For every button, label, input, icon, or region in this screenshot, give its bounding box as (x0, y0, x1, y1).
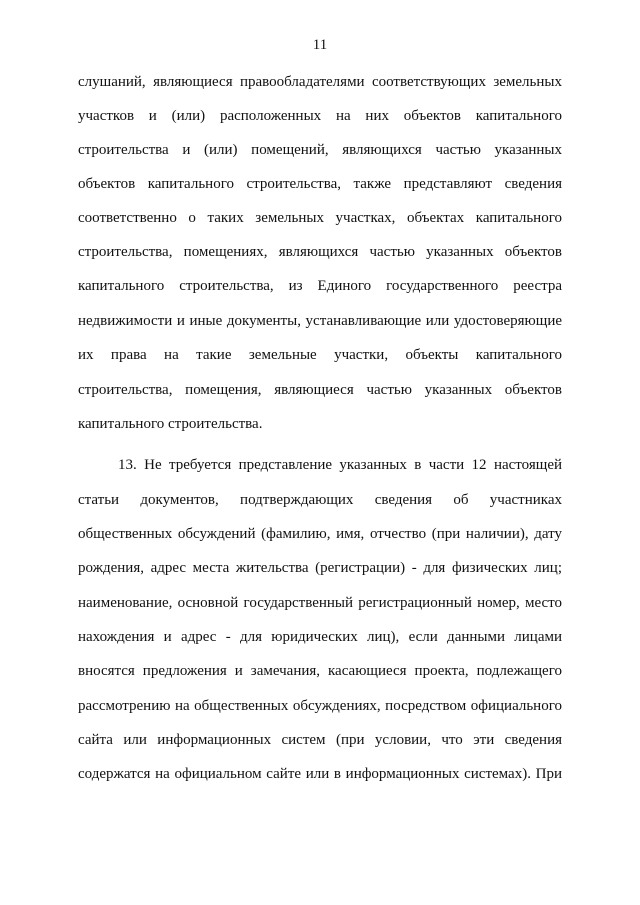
text-line: строительства, помещения, являющиеся частью указанных объектов (78, 382, 562, 398)
text-line: статьи документов, подтверждающих сведения об участниках (78, 492, 562, 508)
text-line: капитального строительства. (78, 416, 263, 432)
text-line: нахождения и адрес - для юридических лиц), если данными лицами (78, 629, 562, 645)
text-line: рассмотрению на общественных обсуждениях, посредством официального (78, 698, 562, 714)
text-line: их права на такие земельные участки, объекты капитального (78, 347, 562, 363)
text-line: наименование, основной государственный регистрационный номер, место (78, 595, 562, 611)
text-line: содержатся на официальном сайте или в информационных системах). При (78, 766, 562, 782)
text-line: строительства, помещениях, являющихся частью указанных объектов (78, 244, 562, 260)
paragraph-start-line: 13. Не требуется представление указанных в части 12 настоящей (118, 457, 562, 473)
text-line: общественных обсуждений (фамилию, имя, отчество (при наличии), дату (78, 526, 562, 542)
text-line: строительства и (или) помещений, являющихся частью указанных (78, 142, 562, 158)
page-number: 11 (312, 37, 328, 53)
text-line: вносятся предложения и замечания, касающиеся проекта, подлежащего (78, 663, 562, 679)
text-line: сайта или информационных систем (при условии, что эти сведения (78, 732, 562, 748)
text-line: капитального строительства, из Единого государственного реестра (78, 278, 562, 294)
text-line: слушаний, являющиеся правообладателями соответствующих земельных (78, 74, 562, 90)
text-line: соответственно о таких земельных участках, объектах капитального (78, 210, 562, 226)
text-line: объектов капитального строительства, также представляют сведения (78, 176, 562, 192)
text-line: недвижимости и иные документы, устанавливающие или удостоверяющие (78, 313, 562, 329)
text-line: рождения, адрес места жительства (регистрации) - для физических лиц; (78, 560, 562, 576)
text-line: участков и (или) расположенных на них объектов капитального (78, 108, 562, 124)
